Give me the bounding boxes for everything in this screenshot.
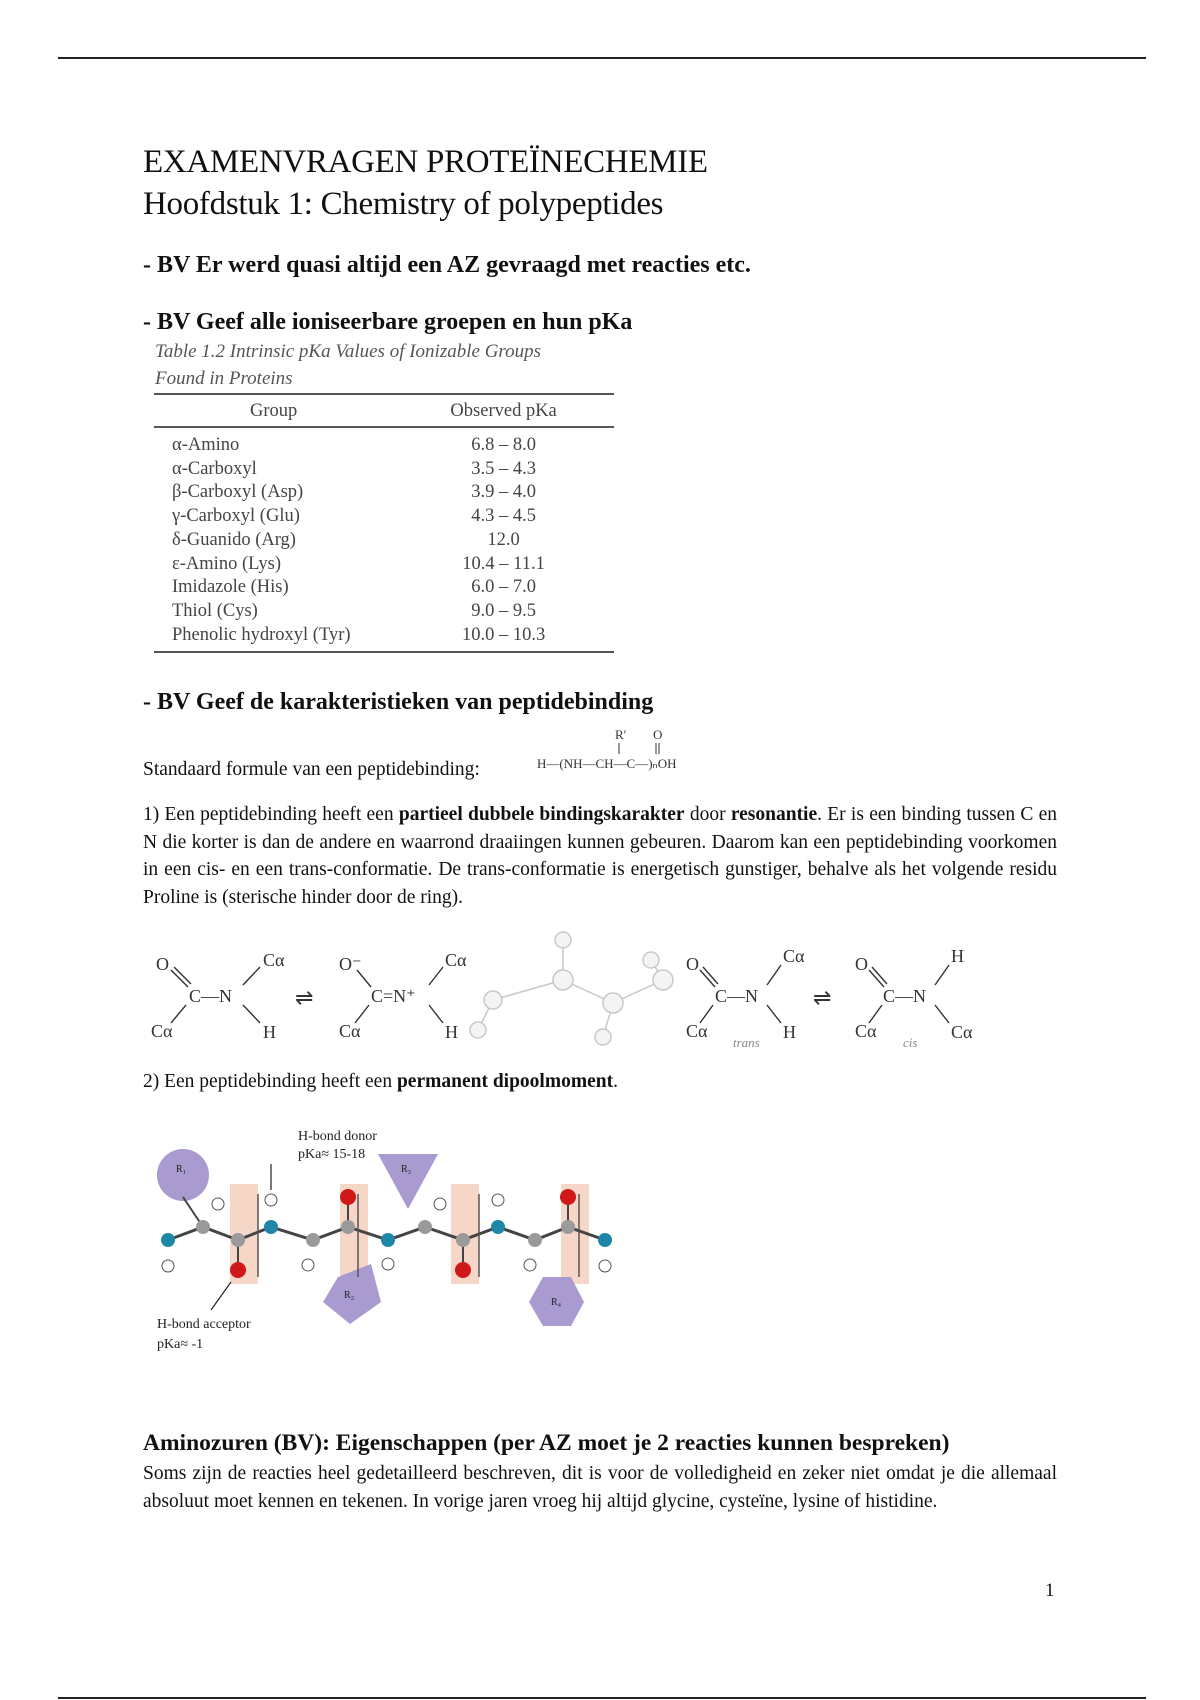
paragraph-dipole <box>143 1068 618 1096</box>
peptide-formula <box>535 726 735 774</box>
equilibrium-arrow: ⇌ <box>813 985 832 1010</box>
hydrogen-atom <box>524 1259 536 1271</box>
table-row <box>154 458 614 482</box>
aminozuren-heading: Aminozuren (BV): Eigenschappen (per AZ moet je 2 reacties kunnen bespreken) <box>143 1430 950 1456</box>
document-title: EXAMENVRAGEN PROTEÏNECHEMIE <box>143 144 708 180</box>
hydrogen-atom <box>382 1258 394 1270</box>
donor-label-line1: H-bond donor <box>298 1129 377 1144</box>
hydrogen-atom <box>599 1260 611 1272</box>
bond <box>935 1005 949 1023</box>
hydrogen-atom <box>265 1194 277 1206</box>
atom-h: H <box>263 1022 276 1042</box>
nitrogen-atom <box>381 1233 395 1247</box>
nitrogen-atom <box>491 1220 505 1234</box>
question-heading-3: - BV Geef de karakteristieken van peptidebinding <box>143 689 654 715</box>
equilibrium-arrow: ⇌ <box>295 985 314 1010</box>
hydrogen-atom <box>212 1198 224 1210</box>
atom-ca: Cα <box>263 950 285 970</box>
donor-label-line2: pKa≈ 15-18 <box>298 1147 366 1162</box>
paragraph-resonance <box>143 801 1057 911</box>
pka-cell: 10.4 – 11.1 <box>462 553 545 574</box>
formula-chain: H—(NH—CH—C—)ₙOH <box>537 756 677 771</box>
table-caption-line1: Table 1.2 Intrinsic pKa Values of Ionizable Groups <box>155 341 541 362</box>
table-row <box>154 481 614 505</box>
p1-text-d: . Er is een binding tussen C en N die korter is dan de andere en waarrond draaiingen kunnen gebeuren. Daarom kan een peptidebinding voorkomen in een cis- en een trans-conformatie. De trans-conformatie is energetisch gunstiger, behalve als het volgende residu Proline is (sterische hinder door de ring). <box>143 804 1058 908</box>
oxygen-atom <box>230 1262 246 1278</box>
aminozuren-text: Soms zijn de reacties heel gedetailleerd beschreven, dit is voor de volledigheid en zeker niet omdat je die allemaal absoluut moet kennen en tekenen. In vorige jaren vroeg hij altijd glycine, cysteïne, lysine of histidine. <box>143 1463 1057 1512</box>
residue-label: R₂ <box>344 1290 355 1301</box>
question-heading-1: - BV Er werd quasi altijd een AZ gevraagd met reacties etc. <box>143 252 751 278</box>
p1-bold-resonance: resonantie <box>730 804 818 825</box>
carbon-atom <box>231 1233 245 1247</box>
atom-o: O <box>855 954 868 974</box>
formula-label: Standaard formule van een peptidebinding: <box>143 759 480 780</box>
pka-cell: 3.5 – 4.3 <box>471 458 536 479</box>
bond <box>357 970 371 987</box>
bond <box>429 967 443 985</box>
atom-o: O <box>156 954 169 974</box>
table-row <box>154 505 614 529</box>
atom-c: C—N <box>189 986 233 1006</box>
acceptor-label-line2: pKa≈ -1 <box>157 1337 204 1352</box>
table-caption-line2: Found in Proteins <box>155 368 293 389</box>
p1-text-a: 1) Een peptidebinding heeft een <box>143 804 399 825</box>
atom-o-minus: O⁻ <box>339 954 362 974</box>
chapter-title: Hoofdstuk 1: Chemistry of polypeptides <box>143 186 664 222</box>
bond <box>243 1005 260 1023</box>
carbon-atom <box>456 1233 470 1247</box>
p2-bold-dipole: permanent dipoolmoment <box>396 1071 614 1092</box>
atom-ca: Cα <box>686 1021 708 1041</box>
col-header-pka: Observed pKa <box>393 394 614 427</box>
carbon-atom <box>341 1220 355 1234</box>
bottom-rule <box>58 1697 1146 1699</box>
atom-ca: Cα <box>445 950 467 970</box>
pka-cell: 6.0 – 7.0 <box>471 577 536 598</box>
ball-and-stick-model <box>470 932 673 1045</box>
pka-cell: 6.8 – 8.0 <box>471 435 536 455</box>
oxygen-atom <box>560 1189 576 1205</box>
acceptor-pointer <box>211 1282 231 1310</box>
group-cell: β-Carboxyl (Asp) <box>172 482 304 503</box>
group-cell: α-Carboxyl <box>172 458 257 479</box>
carbon-atom <box>418 1220 432 1234</box>
hydrogen-atom <box>434 1198 446 1210</box>
pka-cell: 10.0 – 10.3 <box>393 624 614 653</box>
hydrogen-atom <box>492 1194 504 1206</box>
atom-ca: Cα <box>855 1021 877 1041</box>
carbon-atom <box>306 1233 320 1247</box>
table-row <box>154 553 614 577</box>
atom-h: H <box>951 946 964 966</box>
oxygen-atom <box>455 1262 471 1278</box>
atom-c-n: C—N <box>715 986 759 1006</box>
atom-h: H <box>445 1022 458 1042</box>
table-row <box>154 624 614 653</box>
pka-cell: 12.0 <box>487 529 520 550</box>
atom-h: H <box>783 1022 796 1042</box>
bond <box>429 1005 443 1023</box>
resonance-cis-trans-figure <box>143 925 1003 1050</box>
group-cell: γ-Carboxyl (Glu) <box>172 506 300 527</box>
atom-ca: Cα <box>151 1021 173 1041</box>
nitrogen-atom <box>598 1233 612 1247</box>
atom-ca: Cα <box>951 1022 973 1042</box>
group-cell: α-Amino <box>172 435 240 455</box>
question-heading-2: - BV Geef alle ioniseerbare groepen en hun pKa <box>143 309 633 335</box>
formula-o: O <box>653 727 663 742</box>
residue-label: R₃ <box>401 1164 412 1175</box>
group-cell: Imidazole (His) <box>172 577 289 598</box>
atom-c-n: C—N <box>883 986 927 1006</box>
p1-bold-double-bond: partieel dubbele bindingskarakter <box>398 804 685 825</box>
page-number: 1 <box>1045 1580 1055 1601</box>
atom-o: O <box>686 954 699 974</box>
carbon-atom <box>561 1220 575 1234</box>
bond <box>767 1005 781 1023</box>
pka-cell: 3.9 – 4.0 <box>471 482 536 503</box>
group-cell: Phenolic hydroxyl (Tyr) <box>154 624 393 653</box>
trans-label: trans <box>733 1035 760 1050</box>
atom-c-double-n: C=N⁺ <box>371 986 416 1006</box>
col-header-group: Group <box>154 394 393 427</box>
residue-r1 <box>157 1149 209 1201</box>
dipole-figure <box>143 1112 643 1362</box>
group-cell: ε-Amino (Lys) <box>172 553 281 574</box>
table-row <box>154 427 614 458</box>
group-cell: Thiol (Cys) <box>172 600 258 621</box>
nitrogen-atom <box>161 1233 175 1247</box>
bond <box>243 967 260 985</box>
p1-text-c: door <box>684 804 731 825</box>
cis-label: cis <box>903 1035 918 1050</box>
carbon-atom <box>196 1220 210 1234</box>
table-row <box>154 600 614 624</box>
p2-text-c: . <box>613 1071 618 1092</box>
residue-label: R₁ <box>176 1164 187 1175</box>
pka-cell: 9.0 – 9.5 <box>471 600 536 621</box>
formula-r: R′ <box>615 727 627 742</box>
bond <box>935 965 949 985</box>
pka-table <box>154 393 614 653</box>
acceptor-label-line1: H-bond acceptor <box>157 1317 251 1332</box>
top-rule <box>58 57 1146 59</box>
table-caption <box>155 338 541 392</box>
pka-cell: 4.3 – 4.5 <box>471 506 536 527</box>
bond <box>355 1005 369 1023</box>
table-row <box>154 576 614 600</box>
bond <box>171 1005 186 1023</box>
hydrogen-atom <box>302 1259 314 1271</box>
hydrogen-atom <box>162 1260 174 1272</box>
group-cell: δ-Guanido (Arg) <box>172 529 296 550</box>
atom-ca: Cα <box>339 1021 361 1041</box>
nitrogen-atom <box>264 1220 278 1234</box>
table-row <box>154 529 614 553</box>
atom-ca: Cα <box>783 946 805 966</box>
residue-label: R₄ <box>551 1297 562 1308</box>
carbon-atom <box>528 1233 542 1247</box>
p2-text-a: 2) Een peptidebinding heeft een <box>143 1071 397 1092</box>
oxygen-atom <box>340 1189 356 1205</box>
residue-r3 <box>378 1154 438 1209</box>
bond <box>767 965 781 985</box>
